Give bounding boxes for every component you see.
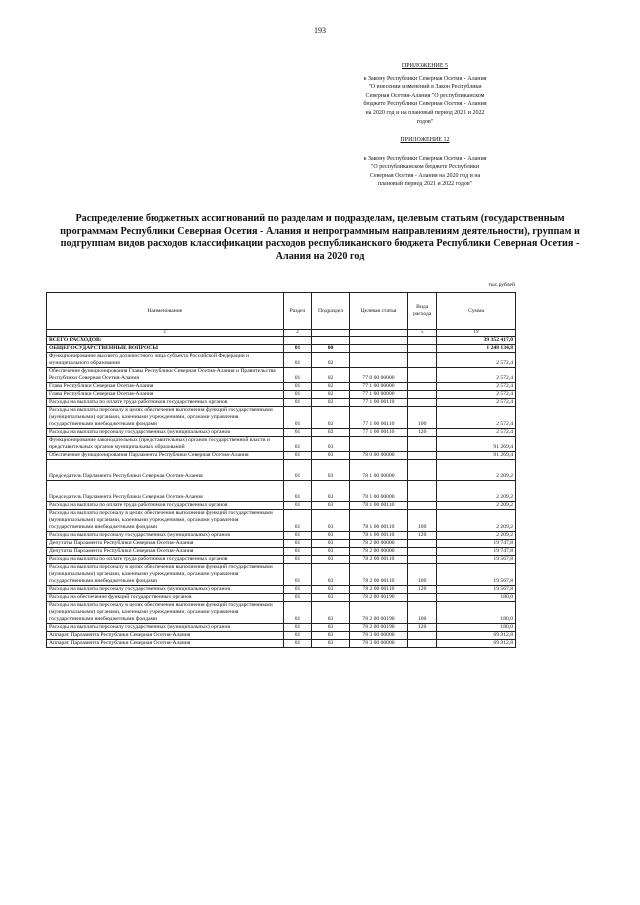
cell-sum: 2 572,4	[437, 383, 516, 391]
budget-table	[46, 292, 516, 648]
cell-target-article: 78 2 00 00190	[349, 624, 408, 632]
table-row	[47, 594, 516, 602]
cell-name: Обеспечение функционирования Главы Республики Северная Осетия-Алания и Правительства Республики Северная Осетия-Алания	[47, 368, 284, 383]
cell-name: Председатель Парламента Республики Северная Осетия-Алания	[47, 481, 284, 502]
header-target-article: Целевая статья	[349, 293, 408, 330]
cell-razdel: 01	[283, 532, 312, 540]
cell-razdel: 01	[283, 548, 312, 556]
cell-razdel: 01	[283, 437, 312, 452]
document-title: Распределение бюджетных ассигнований по разделам и подразделам, целевым статьям (государственным программам Республики Северная Осетия - Алания и непрограммным направлениям деятельности), группам и подгруппам видов расходов классификации расходов республиканского бюджета Республики Северная Осетия - Алания на 2020 год	[60, 213, 580, 262]
appendix-12-title: ПРИЛОЖЕНИЕ 12	[400, 137, 450, 143]
cell-podrazdel: 03	[312, 624, 349, 632]
cell-podrazdel: 02	[312, 407, 349, 429]
cell-name: Аппарат Парламента Республики Северная Осетия-Алания	[47, 632, 284, 640]
cell-razdel: 01	[283, 594, 312, 602]
table-row	[47, 586, 516, 594]
cell-podrazdel: 03	[312, 594, 349, 602]
cell-razdel: 01	[283, 602, 312, 624]
cell-sum: 2 572,4	[437, 368, 516, 383]
cell-razdel: 01	[283, 368, 312, 383]
cell-razdel: 01	[283, 383, 312, 391]
cell-name: Функционирование законодательных (представительных) органов государственной власти и представительных органов муниципальных образований	[47, 437, 284, 452]
cell-name: Председатель Парламента Республики Северная Осетия-Алания	[47, 460, 284, 481]
cell-sum: 69 312,8	[437, 640, 516, 648]
cell-target-article: 78 1 00 00110	[349, 502, 408, 510]
cell-expense-type	[408, 368, 437, 383]
appendix-5-title: ПРИЛОЖЕНИЕ 5	[401, 63, 449, 69]
cell-name: Расходы на выплаты персоналу в целях обеспечения выполнения функций государственными (муниципальными) органами, казенными учреждениями, органами управления государственными внебюджетными фондами	[47, 602, 284, 624]
cell-target-article: 77 0 00 00000	[349, 368, 408, 383]
cell-podrazdel: 00	[312, 345, 349, 353]
cell-razdel: 01	[283, 586, 312, 594]
cell-expense-type	[408, 640, 437, 648]
cell-expense-type	[408, 460, 437, 481]
table-row	[47, 391, 516, 399]
cell-target-article: 78 0 00 00000	[349, 452, 408, 460]
cell-sum: 19 747,8	[437, 548, 516, 556]
table-row	[47, 540, 516, 548]
table-row	[47, 368, 516, 383]
cell-razdel: 01	[283, 556, 312, 564]
cell-expense-type	[408, 353, 437, 368]
cell-podrazdel: 03	[312, 548, 349, 556]
cell-podrazdel: 02	[312, 399, 349, 407]
cell-target-article: 78 1 00 00000	[349, 460, 408, 481]
cell-podrazdel: 03	[312, 481, 349, 502]
table-row	[47, 407, 516, 429]
cell-razdel: 01	[283, 429, 312, 437]
appendix-5-block	[330, 62, 520, 126]
cell-razdel	[283, 337, 312, 345]
cell-sum: 39 352 417,0	[437, 337, 516, 345]
header-sum: Сумма	[437, 293, 516, 330]
table-row	[47, 556, 516, 564]
cell-razdel: 01	[283, 540, 312, 548]
cell-name: Расходы на выплаты персоналу в целях обеспечения выполнения функций государственными (муниципальными) органами, казенными учреждениями, органами управления государственными внебюджетными фондами	[47, 564, 284, 586]
cell-target-article: 77 1 00 00000	[349, 383, 408, 391]
cell-razdel: 01	[283, 399, 312, 407]
table-row	[47, 337, 516, 345]
cell-sum: 69 312,8	[437, 632, 516, 640]
table-row	[47, 564, 516, 586]
cell-podrazdel: 03	[312, 564, 349, 586]
cell-expense-type: 120	[408, 532, 437, 540]
cell-razdel: 01	[283, 624, 312, 632]
appendix-12-line: плановый период 2021 и 2022 годов"	[377, 181, 473, 188]
cell-razdel: 01	[283, 632, 312, 640]
table-row	[47, 502, 516, 510]
cell-target-article: 78 1 00 00000	[349, 481, 408, 502]
cell-podrazdel: 03	[312, 556, 349, 564]
cell-podrazdel	[312, 337, 349, 345]
appendix-12-block	[330, 136, 520, 189]
appendix-12-line: "О республиканском бюджете Республики	[370, 164, 480, 171]
cell-expense-type: 100	[408, 407, 437, 429]
cell-sum: 19 567,8	[437, 556, 516, 564]
cell-target-article: 78 1 00 00110	[349, 532, 408, 540]
cell-name: Аппарат Парламента Республики Северная Осетия-Алания	[47, 640, 284, 648]
column-number: 1	[47, 330, 284, 337]
cell-name: Расходы на выплаты персоналу в целях обеспечения выполнения функций государственными (муниципальными) органами, казенными учреждениями, органами управления государственными внебюджетными фондами	[47, 407, 284, 429]
cell-sum: 2 209,2	[437, 532, 516, 540]
cell-podrazdel: 03	[312, 640, 349, 648]
table-row	[47, 429, 516, 437]
units-label: тыс.рублей	[488, 282, 515, 288]
cell-razdel: 01	[283, 640, 312, 648]
column-number: 19	[437, 330, 516, 337]
cell-podrazdel: 02	[312, 353, 349, 368]
cell-expense-type	[408, 345, 437, 353]
cell-sum: 2 572,4	[437, 399, 516, 407]
cell-razdel: 01	[283, 391, 312, 399]
cell-expense-type	[408, 337, 437, 345]
appendix-5-line: бюджете Республики Северная Осетия - Алания	[363, 101, 487, 108]
cell-sum: 91 269,4	[437, 452, 516, 460]
table-row	[47, 452, 516, 460]
cell-name: Расходы на выплаты по оплате труда работников государственных органов	[47, 399, 284, 407]
cell-name: Расходы на выплаты персоналу государственных (муниципальных) органов	[47, 624, 284, 632]
cell-sum: 19 567,8	[437, 564, 516, 586]
cell-sum: 2 209,2	[437, 481, 516, 502]
cell-target-article: 78 2 00 00000	[349, 548, 408, 556]
cell-name: Обеспечение функционирования Парламента Республики Северная Осетия-Алания	[47, 452, 284, 460]
cell-expense-type	[408, 632, 437, 640]
cell-name: ОБЩЕГОСУДАРСТВЕННЫЕ ВОПРОСЫ	[47, 345, 284, 353]
cell-expense-type	[408, 481, 437, 502]
cell-name: ВСЕГО РАСХОДОВ:	[47, 337, 284, 345]
table-row	[47, 532, 516, 540]
cell-razdel: 01	[283, 510, 312, 532]
cell-name: Расходы на выплаты персоналу государственных (муниципальных) органов	[47, 586, 284, 594]
cell-sum: 2 209,2	[437, 460, 516, 481]
cell-podrazdel: 03	[312, 586, 349, 594]
cell-razdel: 01	[283, 452, 312, 460]
table-row	[47, 640, 516, 648]
cell-expense-type	[408, 556, 437, 564]
cell-expense-type	[408, 383, 437, 391]
cell-target-article: 78 2 00 00110	[349, 586, 408, 594]
table-row	[47, 602, 516, 624]
table-row	[47, 632, 516, 640]
cell-razdel: 01	[283, 407, 312, 429]
cell-sum: 2 572,4	[437, 353, 516, 368]
cell-sum: 19 567,8	[437, 586, 516, 594]
cell-expense-type: 100	[408, 564, 437, 586]
cell-podrazdel: 03	[312, 437, 349, 452]
cell-name: Расходы на выплаты по оплате труда работников государственных органов	[47, 556, 284, 564]
table-row	[47, 345, 516, 353]
cell-podrazdel: 02	[312, 429, 349, 437]
cell-target-article: 77 1 00 00110	[349, 399, 408, 407]
cell-podrazdel: 03	[312, 452, 349, 460]
cell-target-article: 78 1 00 00110	[349, 510, 408, 532]
table-row	[47, 460, 516, 481]
cell-expense-type: 120	[408, 624, 437, 632]
appendix-5-line: на 2020 год и на плановый период 2021 и 2022	[365, 109, 485, 116]
cell-sum: 2 209,2	[437, 502, 516, 510]
cell-name: Депутаты Парламента Республики Северная Осетия-Алания	[47, 548, 284, 556]
table-row	[47, 624, 516, 632]
cell-expense-type	[408, 540, 437, 548]
cell-sum: 2 572,4	[437, 407, 516, 429]
cell-razdel: 01	[283, 353, 312, 368]
column-number	[312, 330, 349, 337]
column-number	[349, 330, 408, 337]
cell-podrazdel: 02	[312, 383, 349, 391]
cell-podrazdel: 03	[312, 602, 349, 624]
header-razdel: Раздел	[283, 293, 312, 330]
cell-sum: 180,0	[437, 624, 516, 632]
column-number: 5	[408, 330, 437, 337]
cell-expense-type	[408, 502, 437, 510]
cell-sum: 19 747,8	[437, 540, 516, 548]
cell-podrazdel: 03	[312, 540, 349, 548]
cell-podrazdel: 02	[312, 391, 349, 399]
cell-sum: 180,0	[437, 602, 516, 624]
appendix-5-line: к Закону Республики Северная Осетия - Алания	[363, 75, 487, 82]
cell-razdel: 01	[283, 460, 312, 481]
cell-sum: 2 572,4	[437, 391, 516, 399]
header-expense-type: Вида расхода	[408, 293, 437, 330]
cell-podrazdel: 03	[312, 632, 349, 640]
cell-razdel: 01	[283, 345, 312, 353]
cell-expense-type	[408, 548, 437, 556]
cell-target-article	[349, 345, 408, 353]
cell-expense-type: 120	[408, 586, 437, 594]
cell-sum: 2 209,2	[437, 510, 516, 532]
cell-expense-type: 100	[408, 510, 437, 532]
cell-target-article: 78 2 00 00190	[349, 602, 408, 624]
cell-expense-type: 100	[408, 602, 437, 624]
column-number: 2	[283, 330, 312, 337]
page-number: 193	[314, 26, 326, 35]
cell-expense-type	[408, 594, 437, 602]
cell-name: Расходы на выплаты персоналу государственных (муниципальных) органов	[47, 532, 284, 540]
cell-razdel: 01	[283, 502, 312, 510]
cell-expense-type	[408, 437, 437, 452]
cell-razdel: 01	[283, 481, 312, 502]
header-podrazdel: Подраздел	[312, 293, 349, 330]
cell-target-article	[349, 353, 408, 368]
cell-target-article: 77 1 00 00110	[349, 429, 408, 437]
appendix-5-line: "О внесении изменений в Закон Республики	[368, 84, 482, 91]
column-number-row	[47, 330, 516, 337]
appendix-5-line: Северная Осетия-Алания "О республиканском	[365, 92, 485, 99]
table-row	[47, 481, 516, 502]
cell-target-article: 77 1 00 00000	[349, 391, 408, 399]
cell-sum: 1 248 134,8	[437, 345, 516, 353]
cell-target-article: 78 2 00 00110	[349, 564, 408, 586]
cell-target-article: 78 2 00 00000	[349, 540, 408, 548]
table-row	[47, 353, 516, 368]
cell-razdel: 01	[283, 564, 312, 586]
cell-name: Глава Республики Северная Осетия-Алания	[47, 383, 284, 391]
appendix-5-line: годов"	[416, 118, 434, 125]
cell-target-article: 78 2 00 00190	[349, 594, 408, 602]
cell-expense-type	[408, 452, 437, 460]
cell-name: Депутаты Парламента Республики Северная Осетия-Алания	[47, 540, 284, 548]
table-row	[47, 548, 516, 556]
cell-name: Расходы на выплаты по оплате труда работников государственных органов	[47, 502, 284, 510]
header-name: Наименование	[47, 293, 284, 330]
cell-expense-type	[408, 399, 437, 407]
cell-target-article: 78 3 00 00000	[349, 640, 408, 648]
cell-podrazdel: 03	[312, 532, 349, 540]
cell-sum: 91 269,4	[437, 437, 516, 452]
cell-sum: 2 572,4	[437, 429, 516, 437]
cell-target-article: 78 3 00 00000	[349, 632, 408, 640]
cell-expense-type: 120	[408, 429, 437, 437]
table-row	[47, 437, 516, 452]
cell-name: Расходы на выплаты персоналу в целях обеспечения выполнения функций государственными (муниципальными) органами, казенными учреждениями, органами управления государственными внебюджетными фондами	[47, 510, 284, 532]
cell-target-article	[349, 337, 408, 345]
cell-name: Расходы на обеспечение функций государственных органов	[47, 594, 284, 602]
cell-target-article: 77 1 00 00110	[349, 407, 408, 429]
cell-expense-type	[408, 391, 437, 399]
appendix-12-line: к Закону Республики Северная Осетия - Алания	[363, 155, 487, 162]
cell-sum: 180,0	[437, 594, 516, 602]
cell-name: Глава Республики Северная Осетия-Алания	[47, 391, 284, 399]
cell-target-article	[349, 437, 408, 452]
cell-podrazdel: 03	[312, 510, 349, 532]
cell-podrazdel: 02	[312, 368, 349, 383]
cell-name: Расходы на выплаты персоналу государственных (муниципальных) органов	[47, 429, 284, 437]
cell-name: Функционирование высшего должностного лица субъекта Российской Федерации и муниципального образования	[47, 353, 284, 368]
cell-target-article: 78 2 00 00110	[349, 556, 408, 564]
table-row	[47, 399, 516, 407]
table-row	[47, 510, 516, 532]
cell-podrazdel: 03	[312, 502, 349, 510]
appendix-12-line: Северная Осетия - Алания на 2020 год и на	[369, 172, 481, 179]
table-row	[47, 383, 516, 391]
cell-podrazdel: 03	[312, 460, 349, 481]
table-header-row	[47, 293, 516, 330]
